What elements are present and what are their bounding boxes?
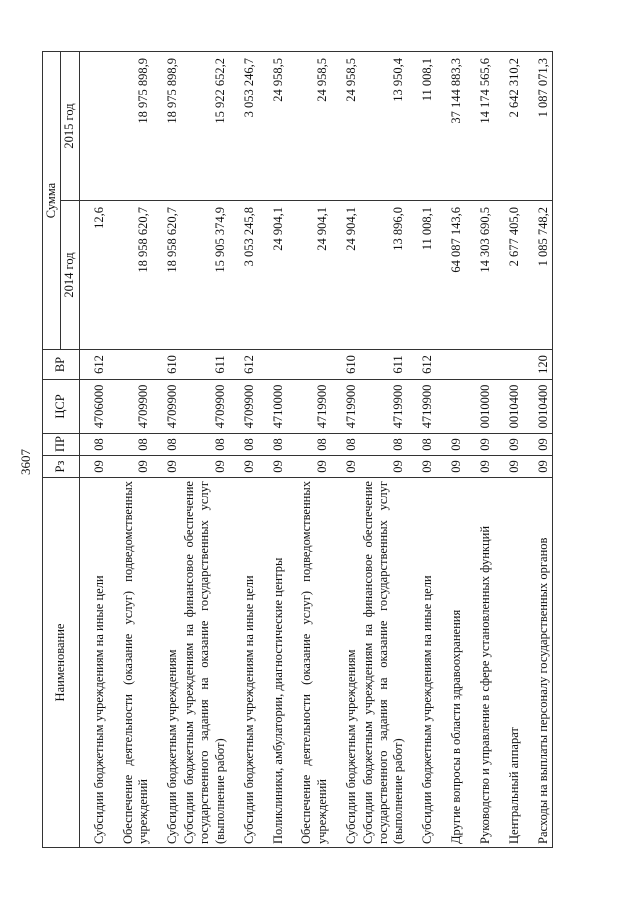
table-row [181, 52, 229, 848]
header-vr: ВР [43, 350, 80, 380]
cell-y2015 [79, 52, 108, 201]
table-row [408, 52, 437, 848]
cell-pr: 08 [229, 434, 258, 456]
cell-pr: 08 [408, 434, 437, 456]
cell-vr [258, 350, 287, 380]
cell-name: Субсидии бюджетным учреждениям на финансовое обеспечение государственного задания на оказание государственных услуг (выполнение работ) [181, 478, 229, 848]
cell-name: Субсидии бюджетным учреждениям на иные цели [79, 478, 108, 848]
table-row [258, 52, 287, 848]
cell-vr: 611 [360, 350, 408, 380]
cell-csr: 4719900 [408, 380, 437, 434]
cell-pr: 08 [79, 434, 108, 456]
header-pr: ПР [43, 434, 80, 456]
cell-y2014: 13 896,0 [360, 201, 408, 350]
table-row [152, 52, 181, 848]
cell-y2014: 1 085 748,2 [524, 201, 553, 350]
cell-csr: 4709900 [229, 380, 258, 434]
cell-pr: 08 [152, 434, 181, 456]
cell-csr: 4719900 [287, 380, 331, 434]
cell-csr: 4706000 [79, 380, 108, 434]
cell-name: Субсидии бюджетным учреждениям [331, 478, 360, 848]
header-sum: Сумма [43, 52, 61, 350]
cell-rz: 09 [258, 456, 287, 478]
cell-y2015: 24 958,5 [331, 52, 360, 201]
cell-pr: 08 [108, 434, 152, 456]
cell-y2014: 2 677 405,0 [495, 201, 524, 350]
table-row [437, 52, 466, 848]
cell-rz: 09 [229, 456, 258, 478]
cell-y2015: 24 958,5 [287, 52, 331, 201]
cell-csr: 4709900 [108, 380, 152, 434]
cell-csr: 4709900 [152, 380, 181, 434]
cell-name: Субсидии бюджетным учреждениям на финансовое обеспечение государственного задания на оказание государственных услуг (выполнение работ) [360, 478, 408, 848]
cell-name: Поликлиники, амбулатории, диагностические центры [258, 478, 287, 848]
cell-csr: 4709900 [181, 380, 229, 434]
cell-csr: 4719900 [331, 380, 360, 434]
cell-vr: 610 [331, 350, 360, 380]
cell-pr: 09 [495, 434, 524, 456]
cell-rz: 09 [495, 456, 524, 478]
cell-rz: 09 [437, 456, 466, 478]
cell-name: Обеспечение деятельности (оказание услуг) подведомственных учреждений [108, 478, 152, 848]
cell-y2015: 18 975 898,9 [152, 52, 181, 201]
table-row [331, 52, 360, 848]
cell-y2014: 24 904,1 [258, 201, 287, 350]
cell-y2014: 14 303 690,5 [466, 201, 495, 350]
table-row [229, 52, 258, 848]
cell-rz: 09 [524, 456, 553, 478]
budget-table [42, 51, 553, 848]
table-row [524, 52, 553, 848]
cell-rz: 09 [287, 456, 331, 478]
cell-y2015: 18 975 898,9 [108, 52, 152, 201]
cell-rz: 09 [152, 456, 181, 478]
header-2015: 2015 год [61, 52, 79, 201]
cell-csr: 4710000 [258, 380, 287, 434]
cell-name: Субсидии бюджетным учреждениям на иные цели [229, 478, 258, 848]
table-row [360, 52, 408, 848]
cell-vr: 611 [181, 350, 229, 380]
cell-pr: 08 [258, 434, 287, 456]
cell-csr: 0010400 [524, 380, 553, 434]
cell-csr: 0010400 [495, 380, 524, 434]
cell-pr: 08 [287, 434, 331, 456]
cell-rz: 09 [181, 456, 229, 478]
cell-y2015: 11 008,1 [408, 52, 437, 201]
cell-y2014: 15 905 374,9 [181, 201, 229, 350]
cell-vr [108, 350, 152, 380]
cell-vr: 120 [524, 350, 553, 380]
cell-y2014: 24 904,1 [331, 201, 360, 350]
table-row [495, 52, 524, 848]
cell-y2015: 24 958,5 [258, 52, 287, 201]
cell-y2015: 15 922 652,2 [181, 52, 229, 201]
cell-y2015: 2 642 310,2 [495, 52, 524, 201]
cell-pr: 09 [437, 434, 466, 456]
cell-y2015: 37 144 883,3 [437, 52, 466, 201]
cell-y2014: 64 087 143,6 [437, 201, 466, 350]
header-csr: ЦСР [43, 380, 80, 434]
cell-rz: 09 [466, 456, 495, 478]
cell-y2014: 18 958 620,7 [108, 201, 152, 350]
cell-pr: 09 [466, 434, 495, 456]
cell-y2015: 13 950,4 [360, 52, 408, 201]
cell-rz: 09 [108, 456, 152, 478]
cell-y2015: 1 087 071,3 [524, 52, 553, 201]
cell-vr: 610 [152, 350, 181, 380]
cell-y2015: 3 053 246,7 [229, 52, 258, 201]
cell-pr: 08 [181, 434, 229, 456]
cell-vr: 612 [79, 350, 108, 380]
cell-csr: 4719900 [360, 380, 408, 434]
header-name: Наименование [43, 478, 80, 848]
rotated-page-content [42, 52, 569, 848]
header-rz: Рз [43, 456, 80, 478]
cell-y2014: 12,6 [79, 201, 108, 350]
cell-pr: 09 [524, 434, 553, 456]
cell-name: Субсидии бюджетным учреждениям на иные цели [408, 478, 437, 848]
cell-vr: 612 [229, 350, 258, 380]
cell-name: Обеспечение деятельности (оказание услуг) подведомственных учреждений [287, 478, 331, 848]
cell-pr: 08 [331, 434, 360, 456]
cell-csr [437, 380, 466, 434]
page-number: 3607 [18, 449, 33, 475]
table-body [79, 52, 553, 848]
cell-y2015: 14 174 565,6 [466, 52, 495, 201]
cell-name: Центральный аппарат [495, 478, 524, 848]
cell-vr [466, 350, 495, 380]
cell-vr [437, 350, 466, 380]
cell-rz: 09 [408, 456, 437, 478]
cell-vr [495, 350, 524, 380]
cell-rz: 09 [79, 456, 108, 478]
cell-name: Другие вопросы в области здравоохранения [437, 478, 466, 848]
cell-rz: 09 [360, 456, 408, 478]
cell-rz: 09 [331, 456, 360, 478]
cell-vr [287, 350, 331, 380]
table-row [79, 52, 108, 848]
cell-y2014: 11 008,1 [408, 201, 437, 350]
cell-name: Субсидии бюджетным учреждениям [152, 478, 181, 848]
header-2014: 2014 год [61, 201, 79, 350]
table-row [287, 52, 331, 848]
cell-y2014: 18 958 620,7 [152, 201, 181, 350]
table-header [43, 52, 80, 848]
cell-name: Руководство и управление в сфере установленных функций [466, 478, 495, 848]
table-row [466, 52, 495, 848]
cell-pr: 08 [360, 434, 408, 456]
cell-name: Расходы на выплаты персоналу государственных органов [524, 478, 553, 848]
cell-y2014: 24 904,1 [287, 201, 331, 350]
cell-y2014: 3 053 245,8 [229, 201, 258, 350]
cell-vr: 612 [408, 350, 437, 380]
table-row [108, 52, 152, 848]
cell-csr: 0010000 [466, 380, 495, 434]
